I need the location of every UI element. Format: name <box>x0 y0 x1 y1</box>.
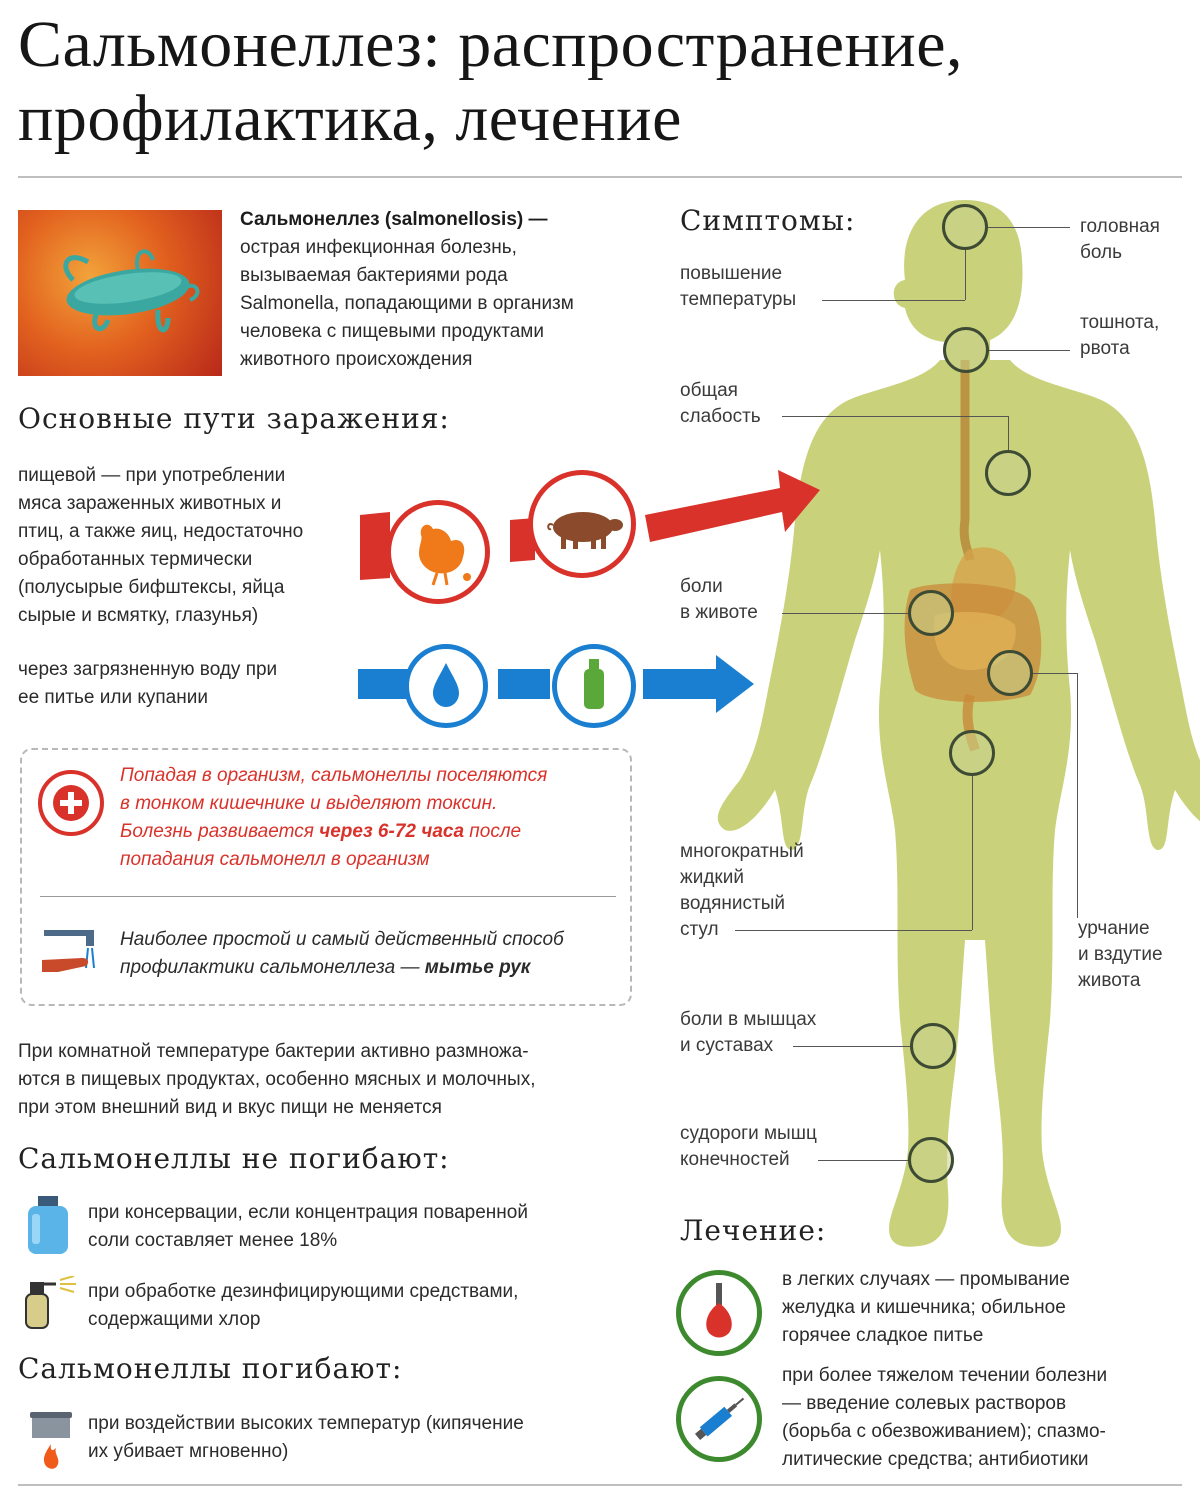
enema-bulb-icon <box>676 1270 762 1356</box>
pig-icon <box>528 470 636 578</box>
symptom-marker-knee <box>910 1023 956 1069</box>
symptom-marker-belly <box>908 590 954 636</box>
room-temperature-note: При комнатной температуре бактерии активно размножа- ются в пищевых продуктах, особенно мясных и молочных, при этом внешний вид и вкус пищи не меняется <box>18 1041 536 1118</box>
symptom-marker-chest <box>985 450 1031 496</box>
treatment-mild: в легких случаях — промывание желудка и кишечника; обильное горячее сладкое питье <box>782 1269 1070 1346</box>
not-die-item-chlorine: при обработке дезинфицирующими средствами, содержащими хлор <box>88 1281 519 1330</box>
symptom-belly-pain: боли в животе <box>680 576 758 623</box>
symptom-marker-intestine <box>987 650 1033 696</box>
symptoms-heading: Симптомы: <box>680 204 856 237</box>
leader-fever <box>822 300 965 301</box>
definition-term: Сальмонеллез (salmonellosis) — <box>240 209 548 230</box>
leader-fever-v <box>965 250 966 300</box>
symptom-marker-throat <box>943 327 989 373</box>
title-line-1: Сальмонеллез: распространение, <box>18 8 964 81</box>
bottle-icon <box>552 644 636 728</box>
leader-weakness <box>782 416 1008 417</box>
water-route-text: через загрязненную воду при ее питье или купании <box>18 659 278 708</box>
leader-weakness-v <box>1008 416 1009 450</box>
boiling-pot-icon <box>28 1410 74 1470</box>
alert-text: Попадая в организм, сальмонеллы поселяются в тонком кишечнике и выделяют токсин. Болезнь развивается через 6-72 часа после попадания сальмонелл в организм <box>120 765 548 870</box>
symptom-rumbling: урчание и вздутие живота <box>1078 918 1163 991</box>
symptom-marker-ankle <box>908 1137 954 1183</box>
top-divider <box>18 176 1182 178</box>
syringe-icon <box>676 1376 762 1462</box>
jar-icon <box>24 1194 72 1256</box>
infection-heading: Основные пути заражения: <box>18 402 450 435</box>
symptom-muscle-pain: боли в мышцах и суставах <box>680 1009 817 1056</box>
definition: Сальмонеллез (salmonellosis) — острая инфекционная болезнь, вызываемая бактериями рода Salmonella, попадающими в организм человека с пищевыми продуктами животного происхождения <box>240 206 660 374</box>
page-title <box>18 8 963 156</box>
symptom-marker-head <box>942 204 988 250</box>
food-route-text: пищевой — при употреблении мяса зараженных животных и птиц, а также яиц, недостаточно обработанных термически (полусырые бифштексы, яйца сырые и всмятку, глазунья) <box>18 465 304 626</box>
title-line-2: профилактика, лечение <box>18 82 682 155</box>
medical-cross-icon <box>38 770 104 836</box>
wash-text: Наиболее простой и самый действенный способ профилактики сальмонеллеза — мытье рук <box>120 929 564 978</box>
leader-belly <box>782 613 908 614</box>
treatment-severe: при более тяжелом течении болезни — введение солевых растворов (борьба с обезвоживанием); спазмо- литические средства; антибиотики <box>782 1365 1108 1470</box>
leader-headache <box>988 227 1070 228</box>
treatment-heading: Лечение: <box>680 1214 827 1247</box>
die-heading: Сальмонеллы погибают: <box>18 1352 403 1385</box>
leader-stool-v <box>972 776 973 930</box>
not-die-item-salt: при консервации, если концентрация поваренной соли составляет менее 18% <box>88 1202 528 1251</box>
symptom-cramps: судороги мышц конечностей <box>680 1123 817 1170</box>
leader-rumbling-h <box>1033 673 1077 674</box>
leader-rumbling-v <box>1077 673 1078 918</box>
die-item-heat: при воздействии высоких температур (кипячение их убивает мгновенно) <box>88 1413 524 1462</box>
hand-washing-icon <box>38 924 104 980</box>
symptom-headache: головная боль <box>1080 216 1160 263</box>
symptom-marker-lower-gut <box>949 730 995 776</box>
info-box-divider <box>40 896 616 897</box>
symptom-fever: повышение температуры <box>680 263 797 310</box>
leader-nausea <box>989 350 1070 351</box>
chicken-icon <box>386 500 490 604</box>
symptom-weakness: общая слабость <box>680 380 761 427</box>
bacteria-icon <box>18 210 222 376</box>
bottom-divider <box>18 1484 1182 1486</box>
symptom-nausea: тошнота, рвота <box>1080 312 1160 359</box>
spray-bottle-icon <box>22 1276 78 1330</box>
symptom-stool: многократный жидкий водянистый стул <box>680 841 804 940</box>
not-die-heading: Сальмонеллы не погибают: <box>18 1142 450 1175</box>
leader-cramps <box>818 1160 908 1161</box>
water-drop-icon <box>404 644 488 728</box>
bacteria-image <box>18 210 222 376</box>
